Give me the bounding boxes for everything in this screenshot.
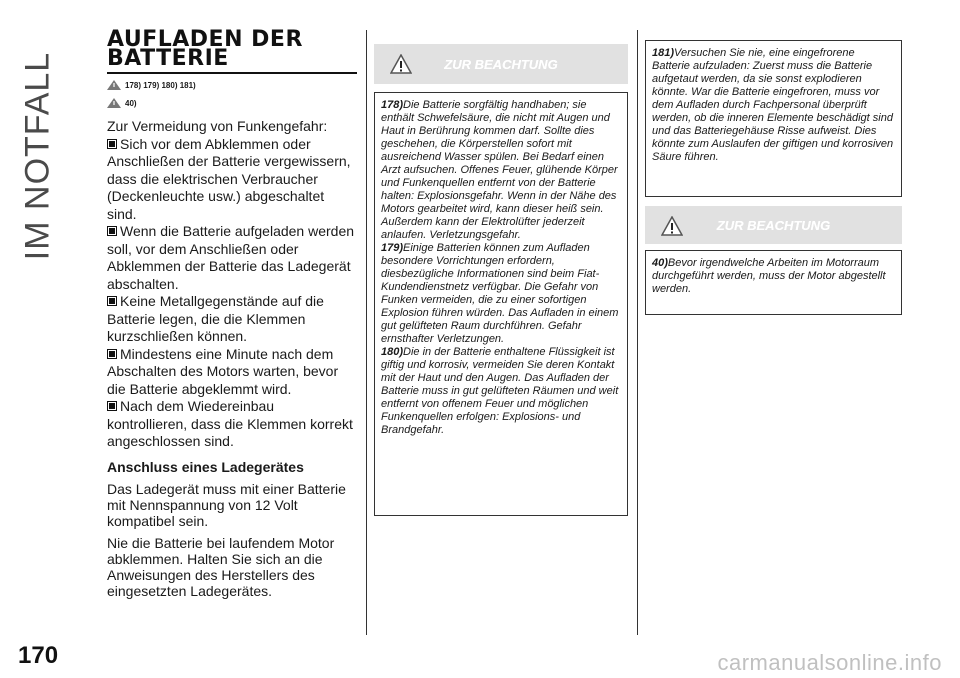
list-item	[107, 398, 357, 451]
section-heading	[107, 27, 357, 74]
column-divider	[637, 30, 638, 635]
warning-item-number: 40)	[652, 257, 668, 269]
list-item	[107, 293, 357, 346]
warning-item	[381, 99, 621, 242]
warning-column	[645, 40, 902, 315]
side-section-label-text: IM NOTFALL	[18, 51, 57, 261]
list-item	[107, 136, 357, 224]
bullet-square-icon	[107, 399, 117, 410]
heading-line-1: AUFLADEN DER	[107, 27, 303, 52]
subheading: Anschluss eines Ladegerätes	[107, 458, 304, 475]
warning-triangle-icon	[390, 54, 412, 74]
reference-numbers: 40)	[125, 98, 137, 108]
watermark: carmanualsonline.info	[717, 650, 942, 675]
intro-text: Zur Vermeidung von Funkengefahr:	[107, 118, 328, 134]
bullet-square-icon	[107, 137, 117, 148]
main-section	[107, 27, 357, 599]
section-body	[107, 118, 357, 451]
list-item-text: Wenn die Batterie aufgeladen werden soll, vor dem Anschließen oder Abklemmen der Batterie das Ladegerät abschalten.	[107, 223, 355, 292]
warning-item-number: 180)	[381, 346, 404, 358]
list-item-text: Mindestens eine Minute nach dem Abschalten des Motors warten, bevor die Batterie abgeklemmt wird.	[107, 345, 339, 397]
list-item	[107, 223, 357, 293]
bullet-square-icon	[107, 224, 117, 235]
warning-body	[645, 250, 902, 315]
list-item-text: Keine Metallgegenstände auf die Batterie legen, die die Klemmen kurzschließen können.	[107, 293, 324, 344]
warning-item-text: Einige Batterien können zum Aufladen besondere Vorrichtungen erfordern, diesbezügliche Informationen sind beim Fiat-Kundendienstnetz verfügbar. Die Gefahr von Funken vermeiden, die zu einer sofortigen Explosion führen würden. Das Aufladen in einem gut gelüfteten Raum durchführen. Gefahr ernsthafter Verletzungen.	[381, 242, 619, 345]
warning-title: ZUR BEACHTUNG	[716, 217, 831, 233]
warning-item-text: Versuchen Sie nie, eine eingefrorene Batterie aufzuladen: Zuerst muss die Batterie aufgetaut werden, da sie sonst explodieren könnte. War die Batterie eingefroren, muss vor dem Aufladen durch Fachpersonal überprüft werden, ob die inneren Elemente beschädigt sind und das Batteriegehäuse Risse aufweist. Dies könnte zum Auslaufen der giftigen und korrosiven Säure führen.	[652, 47, 894, 163]
warning-box	[374, 44, 628, 516]
warning-body	[374, 92, 628, 516]
column-divider	[366, 30, 367, 635]
list-item-text: Nach dem Wiedereinbau kontrollieren, dass die Klemmen korrekt angeschlossen sind.	[107, 398, 353, 449]
warning-item	[381, 346, 621, 437]
side-section-label	[8, 46, 68, 266]
warning-item	[652, 47, 895, 164]
warning-reference	[107, 96, 357, 110]
warning-item-text: Die Batterie sorgfältig handhaben; sie enthält Schwefelsäure, die nicht mit Augen und Haut in Berührung kommen darf. Sollte dies geschehen, die Körperstellen sofort mit ausreichend Wasser spülen. Bei Bedarf einen Arzt aufsuchen. Offenes Feuer, glühende Körper und Funkenquellen entfernt von der Batterie halten: Explosionsgefahr. Wenn in der Nähe des Motors gearbeitet wird, kann dieser heiß sein. Außerdem kann der Elektrolüfter jederzeit anlaufen. Verletzungsgefahr.	[381, 99, 618, 241]
warning-header	[374, 44, 628, 84]
warning-triangle-icon	[661, 216, 683, 236]
small-warning-icon	[107, 80, 121, 90]
warning-body-continued	[645, 40, 902, 197]
warning-item-text: Bevor irgendwelche Arbeiten im Motorraum durchgeführt werden, muss der Motor abgestellt werden.	[652, 257, 886, 295]
list-item	[107, 346, 357, 399]
paragraph: Das Ladegerät muss mit einer Batterie mit Nennspannung von 12 Volt kompatibel sein.	[107, 480, 346, 529]
paragraph: Nie die Batterie bei laufendem Motor abklemmen. Halten Sie sich an die Anweisungen des Herstellers des eingesetzten Ladegerätes.	[107, 534, 335, 599]
reference-numbers: 178) 179) 180) 181)	[125, 80, 196, 90]
warning-item-text: Die in der Batterie enthaltene Flüssigkeit ist giftig und korrosiv, vermeiden Sie deren Kontakt mit der Haut und den Augen. Das Aufladen der Batterie muss in gut gelüfteten Räumen und weit entfernt von offenem Feuer und möglichen Funkenquellen erfolgen: Explosions- und Brandgefahr.	[381, 346, 619, 436]
page-number: 170	[18, 642, 59, 669]
list-item-text: Sich vor dem Abklemmen oder Anschließen der Batterie vergewissern, dass die elektrischen Verbraucher (Deckenleuchte usw.) abgeschaltet sind.	[107, 135, 351, 222]
warning-item	[381, 242, 621, 346]
warning-item	[652, 257, 895, 296]
warning-item-number: 181)	[652, 47, 675, 59]
small-warning-icon	[107, 98, 121, 108]
bullet-square-icon	[107, 294, 117, 305]
warning-item-number: 178)	[381, 99, 404, 111]
bullet-square-icon	[107, 347, 117, 358]
heading-line-2: BATTERIE	[107, 46, 229, 71]
warning-reference	[107, 78, 357, 92]
warning-header	[645, 206, 902, 244]
warning-item-number: 179)	[381, 242, 404, 254]
warning-title: ZUR BEACHTUNG	[444, 56, 558, 72]
